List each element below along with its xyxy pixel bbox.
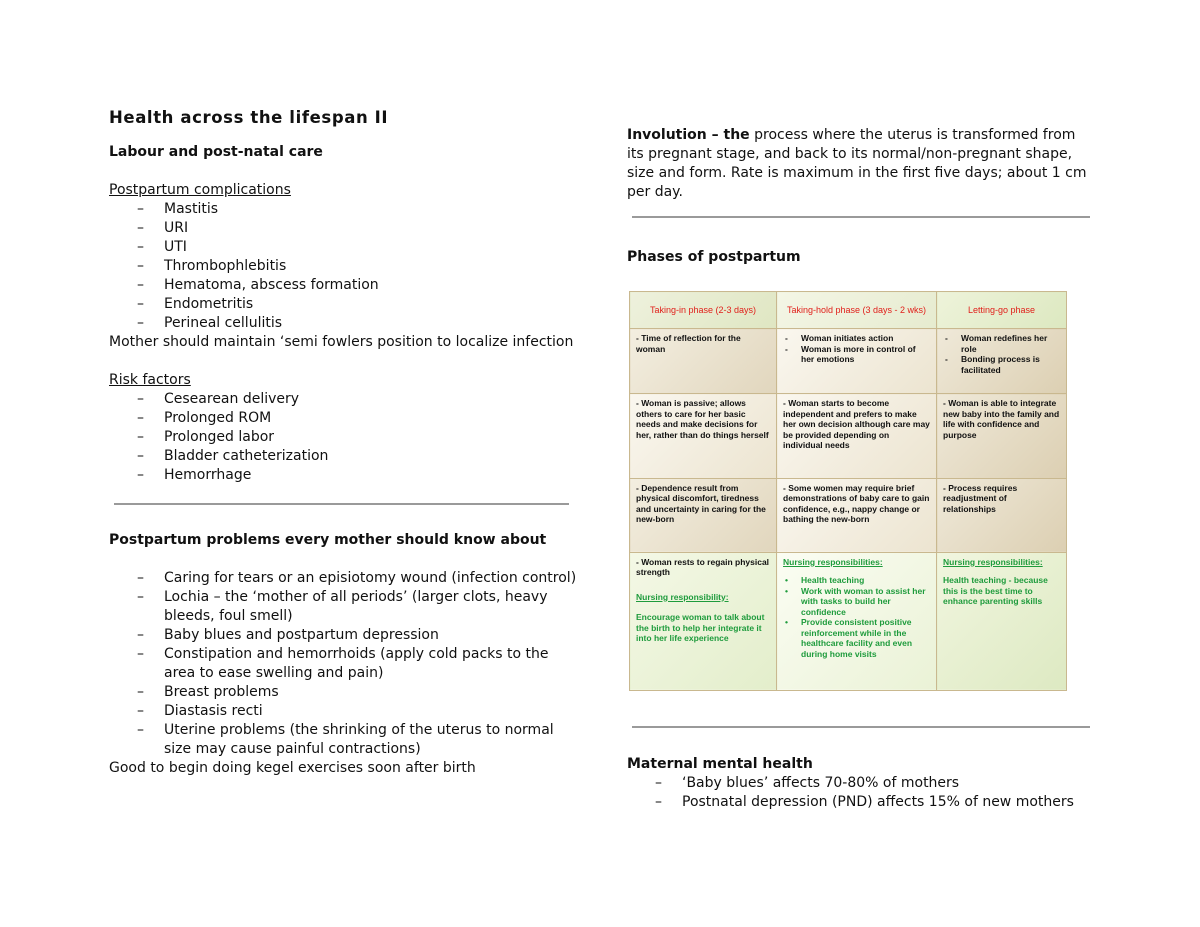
list-item: - Woman initiates action [783,333,930,344]
list-item: - Woman is more in control of her emotions [783,344,930,365]
list-item: - Woman redefines her role [943,333,1060,354]
list-item: – Lochia – the ‘mother of all periods’ (larger clots, heavy bleeds, foul smell) [164,588,554,626]
list-item: – Cesearean delivery [164,390,579,409]
document-title: Health across the lifespan II [109,108,389,127]
list-item: – URI [164,219,579,238]
mental-health-list [627,774,1087,812]
table-cell: - Woman is passive; allows others to care for her basic needs and make decisions for her, rather than do things herself [630,394,777,479]
kegel-note: Good to begin doing kegel exercises soon after birth [109,760,476,776]
table-row [630,552,1067,690]
left-column [109,108,579,778]
list-item: – Caring for tears or an episiotomy wound (infection control) [164,569,579,588]
list-item: – Diastasis recti [164,702,579,721]
list-item: – ‘Baby blues’ affects 70-80% of mothers [682,774,1087,793]
table-cell [777,552,937,690]
list-item: – Bladder catheterization [164,447,579,466]
cell-text: Health teaching - because this is the best time to enhance parenting skills [943,575,1048,607]
right-column [627,126,1087,267]
cell-text: Time of reflection for the woman [636,333,741,354]
involution-text: process where the uterus is transformed from its pregnant stage, and back to its normal/non-pregnant shape, size and form. Rate is maximum in the first five days; about 1 cm per day. [627,127,1087,200]
position-note: Mother should maintain ‘semi fowlers position to localize infection [109,334,574,350]
list-item: – Mastitis [164,200,579,219]
table-cell: - Woman starts to become independent and prefers to make her own decision although care may be provided depending on individual needs [777,394,937,479]
table-row [630,394,1067,479]
risk-factors-list [109,390,579,485]
nursing-responsibilities-label: Nursing responsibilities: [783,556,883,567]
problems-heading: Postpartum problems every mother should know about [109,532,547,548]
cell-list [943,333,1060,375]
involution-term: Involution – the [627,127,750,143]
table-cell [630,552,777,690]
risk-factors-heading: Risk factors [109,372,191,388]
list-item: – Thrombophlebitis [164,257,579,276]
header-taking-in: Taking-in phase (2-3 days) [630,292,777,329]
list-item: - Bonding process is facilitated [943,354,1060,375]
problems-list [109,569,579,759]
table-cell: - Time of reflection for the woman [630,329,777,394]
cell-list [783,333,930,365]
table-cell: - Woman is able to integrate new baby into the family and life with confidence and purpose [937,394,1067,479]
cell-list [783,575,930,659]
list-item: – UTI [164,238,579,257]
complications-list [109,200,579,333]
cell-text: - Woman rests to regain physical strength [636,556,770,578]
list-item: – Perineal cellulitis [164,314,579,333]
list-item: – Constipation and hemorrhoids (apply cold packs to the area to ease swelling and pain) [164,645,554,683]
list-item: – Hematoma, abscess formation [164,276,579,295]
table-cell: - Some women may require brief demonstrations of baby care to gain confidence, e.g., nappy change or bathing the new-born [777,478,937,552]
nursing-responsibility-text: Encourage woman to talk about the birth to help her integrate it into her life experience [636,612,765,644]
list-item: – Uterine problems (the shrinking of the uterus to normal size may cause painful contractions) [164,721,559,759]
mental-health-section [627,726,1087,812]
header-taking-hold: Taking-hold phase (3 days - 2 wks) [777,292,937,329]
list-item: – Hemorrhage [164,466,579,485]
section-heading-labour: Labour and post-natal care [109,144,323,160]
list-item: – Breast problems [164,683,579,702]
nursing-responsibility-label: Nursing responsibility: [636,591,729,602]
list-item: – Postnatal depression (PND) affects 15% of new mothers [682,793,1087,812]
phases-heading: Phases of postpartum [627,249,801,265]
postpartum-phases-table [629,291,1067,691]
list-item: • Provide consistent positive reinforcement while in the healthcare facility and even during home visits [783,617,930,659]
list-item: – Baby blues and postpartum depression [164,626,579,645]
mental-health-heading: Maternal mental health [627,756,813,772]
table-row [630,478,1067,552]
list-item: • Work with woman to assist her with tasks to build her confidence [783,586,930,618]
list-item: – Prolonged labor [164,428,579,447]
table-cell [937,329,1067,394]
table-cell: - Process requires readjustment of relationships [937,478,1067,552]
header-letting-go: Letting-go phase [937,292,1067,329]
complications-heading: Postpartum complications [109,182,291,198]
nursing-responsibilities-label: Nursing responsibilities: [943,556,1043,567]
list-item: – Prolonged ROM [164,409,579,428]
table-header-row [630,292,1067,329]
involution-paragraph [627,126,1087,202]
table-row [630,329,1067,394]
table-cell: - Dependence result from physical discomfort, tiredness and uncertainty in caring for the new-born [630,478,777,552]
list-item: • Health teaching [783,575,930,586]
list-item: – Endometritis [164,295,579,314]
table-cell [777,329,937,394]
table-cell [937,552,1067,690]
